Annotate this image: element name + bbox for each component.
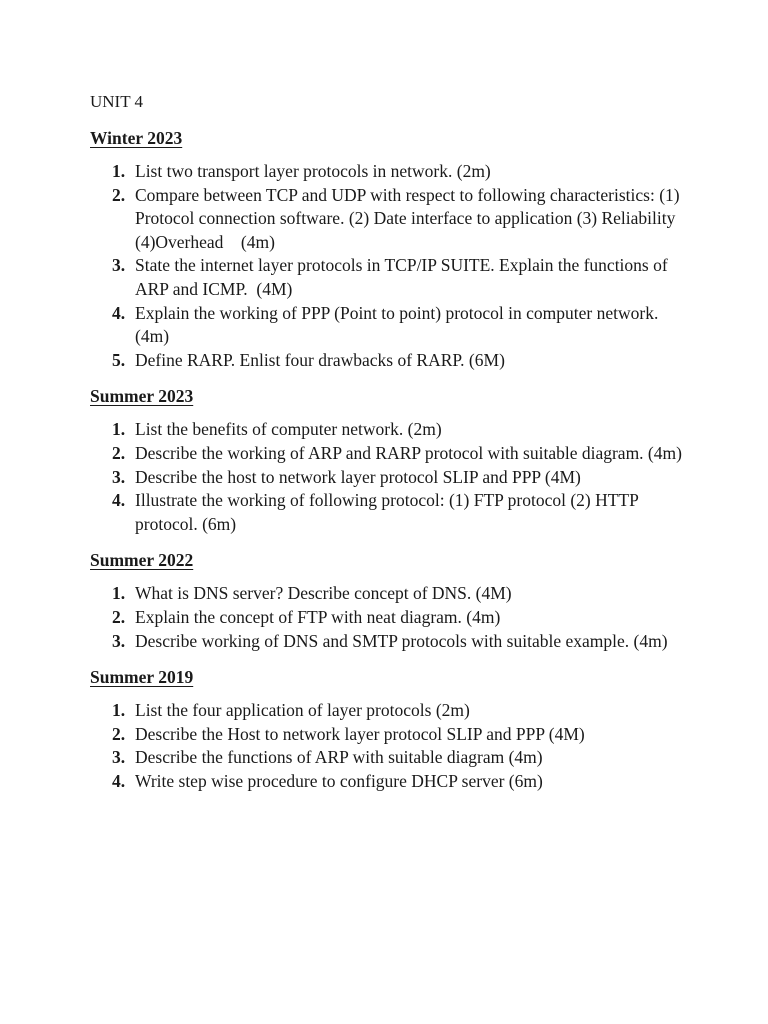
question-item	[90, 160, 690, 184]
question-number: 3.	[112, 466, 126, 487]
question-text: Describe the host to network layer protocol SLIP and PPP (4M)	[135, 466, 581, 487]
question-text: Describe the functions of ARP with suitable diagram (4m)	[135, 747, 543, 768]
question-text: Describe working of DNS and SMTP protocols with suitable example. (4m)	[135, 630, 668, 651]
question-text: What is DNS server? Describe concept of DNS. (4M)	[135, 583, 512, 604]
exam-section	[90, 548, 690, 653]
exam-section	[90, 384, 690, 536]
sections-container	[90, 126, 690, 793]
question-number: 2.	[112, 723, 126, 744]
question-item	[90, 442, 690, 466]
question-number: 3.	[112, 630, 126, 651]
question-number: 4.	[112, 770, 126, 791]
question-item	[90, 606, 690, 630]
question-text: List the benefits of computer network. (2m)	[135, 419, 442, 440]
question-number: 4.	[112, 302, 126, 323]
section-heading: Summer 2022	[90, 550, 194, 571]
section-heading: Summer 2023	[90, 386, 194, 407]
question-text: Explain the working of PPP (Point to point) protocol in computer network. (4m)	[135, 302, 659, 347]
question-item	[90, 418, 690, 442]
question-item	[90, 582, 690, 606]
question-item	[90, 770, 690, 794]
section-heading: Summer 2019	[90, 667, 194, 688]
question-item	[90, 746, 690, 770]
unit-title: UNIT 4	[90, 92, 144, 111]
question-text: Describe the working of ARP and RARP protocol with suitable diagram. (4m)	[135, 442, 682, 463]
question-item	[90, 466, 690, 490]
question-text: Define RARP. Enlist four drawbacks of RARP. (6M)	[135, 349, 505, 370]
question-list	[90, 699, 690, 793]
question-item	[90, 489, 690, 536]
question-number: 5.	[112, 349, 126, 370]
question-item	[90, 349, 690, 373]
question-text: Illustrate the working of following protocol: (1) FTP protocol (2) HTTP protocol. (6m)	[135, 490, 639, 534]
question-item	[90, 184, 690, 255]
question-text: Describe the Host to network layer protocol SLIP and PPP (4M)	[135, 723, 585, 744]
document-page	[90, 90, 690, 805]
question-text: State the internet layer protocols in TCP/IP SUITE. Explain the functions of ARP and ICMP. (4M)	[135, 255, 668, 299]
question-item	[90, 254, 690, 301]
exam-section	[90, 126, 690, 372]
question-number: 1.	[112, 419, 126, 440]
question-number: 2.	[112, 606, 126, 627]
question-item	[90, 699, 690, 723]
question-item	[90, 302, 690, 349]
question-list	[90, 582, 690, 653]
question-text: List the four application of layer protocols (2m)	[135, 700, 470, 721]
question-number: 1.	[112, 700, 126, 721]
question-text: Compare between TCP and UDP with respect to following characteristics: (1) Protocol connection software. (2) Date interface to application (3) Reliability (4)Overhead (4m)	[135, 184, 680, 252]
question-item	[90, 630, 690, 654]
question-number: 3.	[112, 255, 126, 276]
question-number: 4.	[112, 490, 126, 511]
question-list	[90, 160, 690, 372]
section-heading: Winter 2023	[90, 128, 183, 148]
question-item	[90, 723, 690, 747]
question-number: 1.	[112, 583, 126, 604]
question-list	[90, 418, 690, 536]
question-text: List two transport layer protocols in network. (2m)	[135, 161, 491, 181]
question-number: 1.	[112, 161, 126, 181]
question-number: 2.	[112, 184, 126, 205]
question-text: Explain the concept of FTP with neat diagram. (4m)	[135, 606, 501, 627]
exam-section	[90, 665, 690, 793]
question-text: Write step wise procedure to configure DHCP server (6m)	[135, 770, 543, 791]
question-number: 3.	[112, 747, 126, 768]
question-number: 2.	[112, 442, 126, 463]
